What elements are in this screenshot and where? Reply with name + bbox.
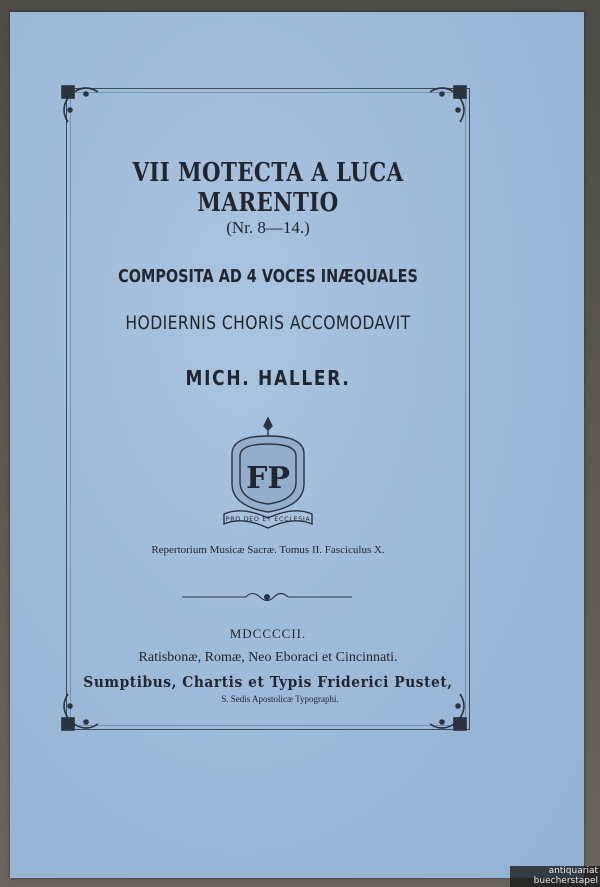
watermark-line-2: buecherstapel: [533, 876, 598, 886]
cover-arrangement: HODIERNIS CHORIS ACCOMODAVIT: [125, 312, 411, 334]
divider-ornament-icon: [180, 588, 354, 606]
publication-places: Ratisbonæ, Romæ, Neo Eboraci et Cincinnati.: [138, 650, 398, 665]
publisher-note: S. Sedis Apostolicæ Typographi.: [221, 694, 339, 704]
publisher-emblem-icon: [212, 414, 324, 534]
seller-watermark: [510, 866, 600, 887]
corner-ornament-top-left-icon: [56, 80, 104, 128]
cover-composition: COMPOSITA AD 4 VOCES INÆQUALES: [118, 266, 418, 287]
publication-year: MDCCCCII.: [229, 626, 307, 641]
corner-ornament-top-right-icon: [424, 80, 472, 128]
watermark-line-1: antiquariat: [548, 866, 598, 876]
series-info: Repertorium Musicæ Sacræ. Tomus II. Fasciculus X.: [151, 544, 385, 556]
emblem-initials: FP: [246, 461, 290, 496]
cover-numbers: (Nr. 8—14.): [226, 218, 310, 237]
corner-ornament-bottom-left-icon: [56, 688, 104, 736]
cover-title: VII MOTECTA A LUCA MARENTIO: [132, 158, 404, 218]
emblem-motto: PRO DEO ET ECCLESIA: [225, 515, 311, 523]
cover-arranger: MICH. HALLER.: [185, 366, 351, 390]
publisher-line: Sumptibus, Chartis et Typis Friderici Pustet,: [83, 673, 453, 691]
corner-ornament-bottom-right-icon: [424, 688, 472, 736]
